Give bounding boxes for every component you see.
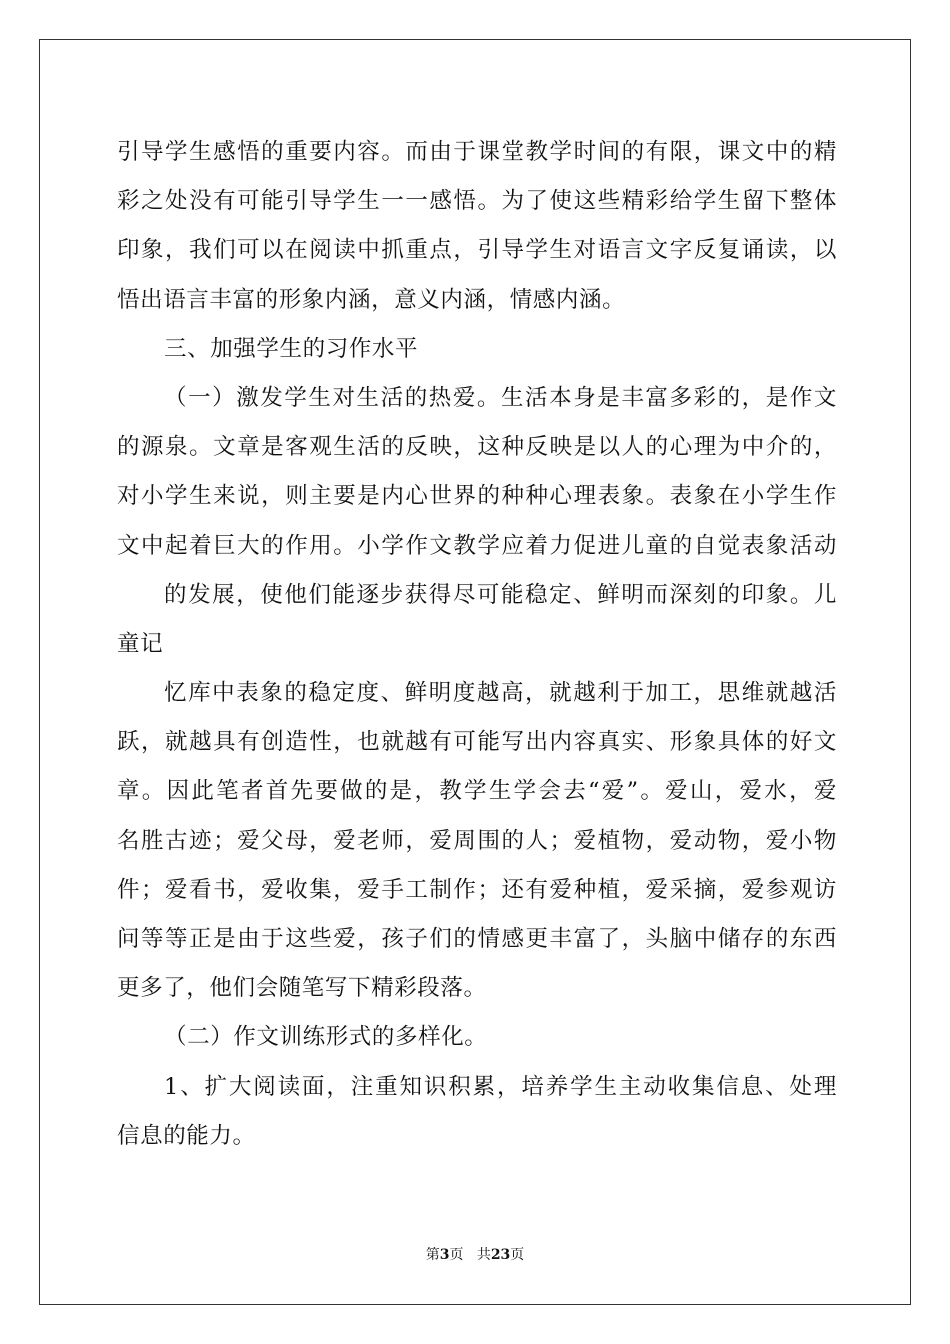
footer-total-number: 23: [490, 1247, 511, 1263]
text-line: 文中起着巨大的作用。小学作文教学应着力促进儿童的自觉表象活动: [117, 532, 837, 559]
text-line: 章。因此笔者首先要做的是，教学生学会去“爱”。爱山，爱水，爱: [117, 778, 837, 805]
text-line: 引导学生感悟的重要内容。而由于课堂教学时间的有限，课文中的精: [117, 139, 837, 165]
text-line: （一）激发学生对生活的热爱。生活本身是丰富多彩的，是作文: [164, 384, 837, 411]
footer-page-suffix: 页: [449, 1247, 464, 1263]
text-line: 名胜古迹；爱父母，爱老师，爱周围的人；爱植物，爱动物，爱小物: [117, 827, 837, 854]
section-heading: （二）作文训练形式的多样化。: [164, 1024, 488, 1051]
text-line: 问等等正是由于这些爱，孩子们的情感更丰富了，头脑中储存的东西: [117, 926, 837, 952]
text-line: 对小学生来说，则主要是内心世界的种种心理表象。表象在小学生作: [117, 483, 837, 510]
text-line: 1、扩大阅读面，注重知识积累，培养学生主动收集信息、处理: [164, 1073, 837, 1100]
text-line: 彩之处没有可能引导学生一一感悟。为了使这些精彩给学生留下整体: [117, 188, 837, 215]
text-line: 忆库中表象的稳定度、鲜明度越高，就越利于加工，思维就越活: [164, 680, 837, 707]
footer-total-suffix: 页: [510, 1247, 525, 1263]
page-footer: [0, 1244, 950, 1264]
section-heading: 三、加强学生的习作水平: [164, 335, 419, 362]
footer-total-prefix: 共: [476, 1247, 491, 1263]
footer-page-prefix: 第: [425, 1247, 440, 1263]
text-line: 跃，就越具有创造性，也就越有可能写出内容真实、形象具体的好文: [117, 729, 837, 756]
text-line: 悟出语言丰富的形象内涵，意义内涵，情感内涵。: [117, 286, 626, 313]
text-line: 更多了，他们会随笔写下精彩段落。: [117, 975, 487, 1002]
text-line: 的发展，使他们能逐步获得尽可能稳定、鲜明而深刻的印象。儿: [164, 581, 837, 608]
text-line: 童记: [117, 630, 164, 657]
text-line: 件；爱看书，爱收集，爱手工制作；还有爱种植，爱采摘，爱参观访: [117, 876, 837, 903]
text-line: 印象，我们可以在阅读中抓重点，引导学生对语言文字反复诵读，以: [117, 237, 837, 264]
footer-page-number: 3: [439, 1247, 450, 1263]
document-body: [117, 128, 837, 1161]
text-line: 的源泉。文章是客观生活的反映，这种反映是以人的心理为中介的，: [117, 434, 837, 461]
text-line: 信息的能力。: [117, 1122, 256, 1149]
